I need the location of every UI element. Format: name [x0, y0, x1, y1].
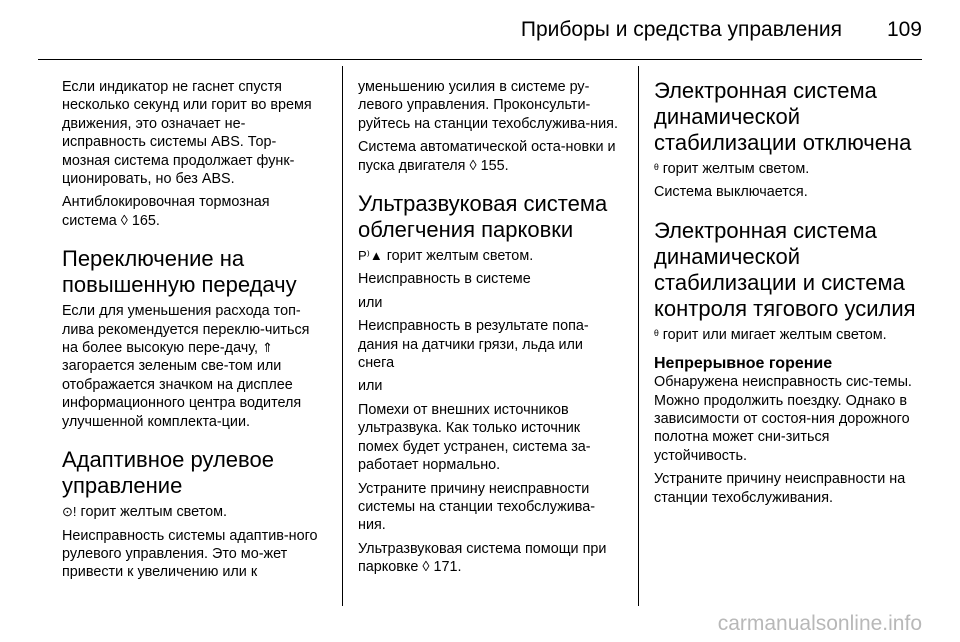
- paragraph: Неисправность системы адаптив-ного рулевого управления. Это мо-жет привести к увеличению или к: [62, 527, 318, 581]
- page-number: 109: [886, 18, 922, 41]
- paragraph: уменьшению усилия в системе ру-левого управления. Проконсульти-руйтесь на станции техобслужива-ния.: [358, 79, 618, 132]
- paragraph: Помехи от внешних источников ультразвука. Как только источник помех будет устранен, система за-работает нормально.: [358, 401, 591, 474]
- paragraph: Устраните причину неисправности на станции техобслуживания.: [654, 471, 906, 506]
- watermark: carmanualsonline.info: [717, 612, 922, 635]
- esc-off-icon: ᶿ: [654, 161, 659, 176]
- column-2: [358, 78, 620, 582]
- section-heading: Адаптивное рулевое управление: [62, 447, 274, 499]
- shift-up-icon: ⇑: [262, 340, 273, 356]
- subsection-heading: Непрерывное горение: [654, 355, 833, 373]
- column-1: [62, 78, 324, 587]
- section-heading: Переключение на повышенную передачу: [62, 246, 297, 298]
- paragraph: Если индикатор не гаснет спустя несколько секунд или горит во время движения, это означает не-исправность системы ABS. Тор-мозная система продолжает функ-ционировать, но без ABS.: [62, 79, 312, 188]
- paragraph: или: [358, 378, 383, 395]
- paragraph: Антиблокировочная тормозная система ◊ 165.: [62, 194, 270, 229]
- paragraph: Ультразвуковая система помощи при парковке ◊ 171.: [358, 540, 607, 576]
- paragraph: Устраните причину неисправности системы на станции техобслужива-ния.: [358, 480, 596, 534]
- parking-assist-icon: P⁾▲: [358, 248, 383, 264]
- paragraph: Система автоматической оста-новки и пуска двигателя ◊ 155.: [358, 139, 616, 174]
- paragraph: ᶿ горит желтым светом.: [654, 161, 810, 177]
- header-rule: [38, 59, 922, 60]
- section-heading: Электронная система динамической стабилизации отключена: [654, 78, 912, 155]
- paragraph: или: [358, 294, 383, 311]
- paragraph: ᶿ горит или мигает желтым светом.: [654, 326, 887, 343]
- paragraph: Если для уменьшения расхода топ-лива рекомендуется переклю-читься на более высокую пере-дачу, ⇑загорается зеленым све-том или отображается значком на дисплее информационного центра водителя улучшенной комплекта-ции.: [62, 303, 310, 430]
- section-heading: Электронная система динамической стабилизации и система контроля тягового усилия: [654, 217, 916, 321]
- esc-icon: ᶿ: [654, 326, 659, 342]
- paragraph: Неисправность в системе: [358, 271, 531, 288]
- column-3: [654, 78, 916, 512]
- header-title: Приборы и средства управления: [520, 18, 842, 41]
- section-heading: Ультразвуковая система облегчения парковки: [358, 191, 608, 243]
- paragraph: ⊙! горит желтым светом.: [62, 504, 227, 521]
- paragraph: Неисправность в результате попа-дания на датчики грязи, льда или снега: [358, 318, 589, 372]
- column-separator-2: [638, 66, 639, 606]
- column-separator-1: [342, 66, 343, 606]
- paragraph: Обнаружена неисправность сис-темы. Можно продолжить поездку. Однако в зависимости от состоя-ния дорожного полотна может сни-зиться устойчивость.: [654, 374, 912, 464]
- steering-warning-icon: ⊙!: [62, 504, 77, 520]
- paragraph: P⁾▲ горит желтым светом.: [358, 248, 534, 265]
- paragraph: Система выключается.: [654, 184, 808, 201]
